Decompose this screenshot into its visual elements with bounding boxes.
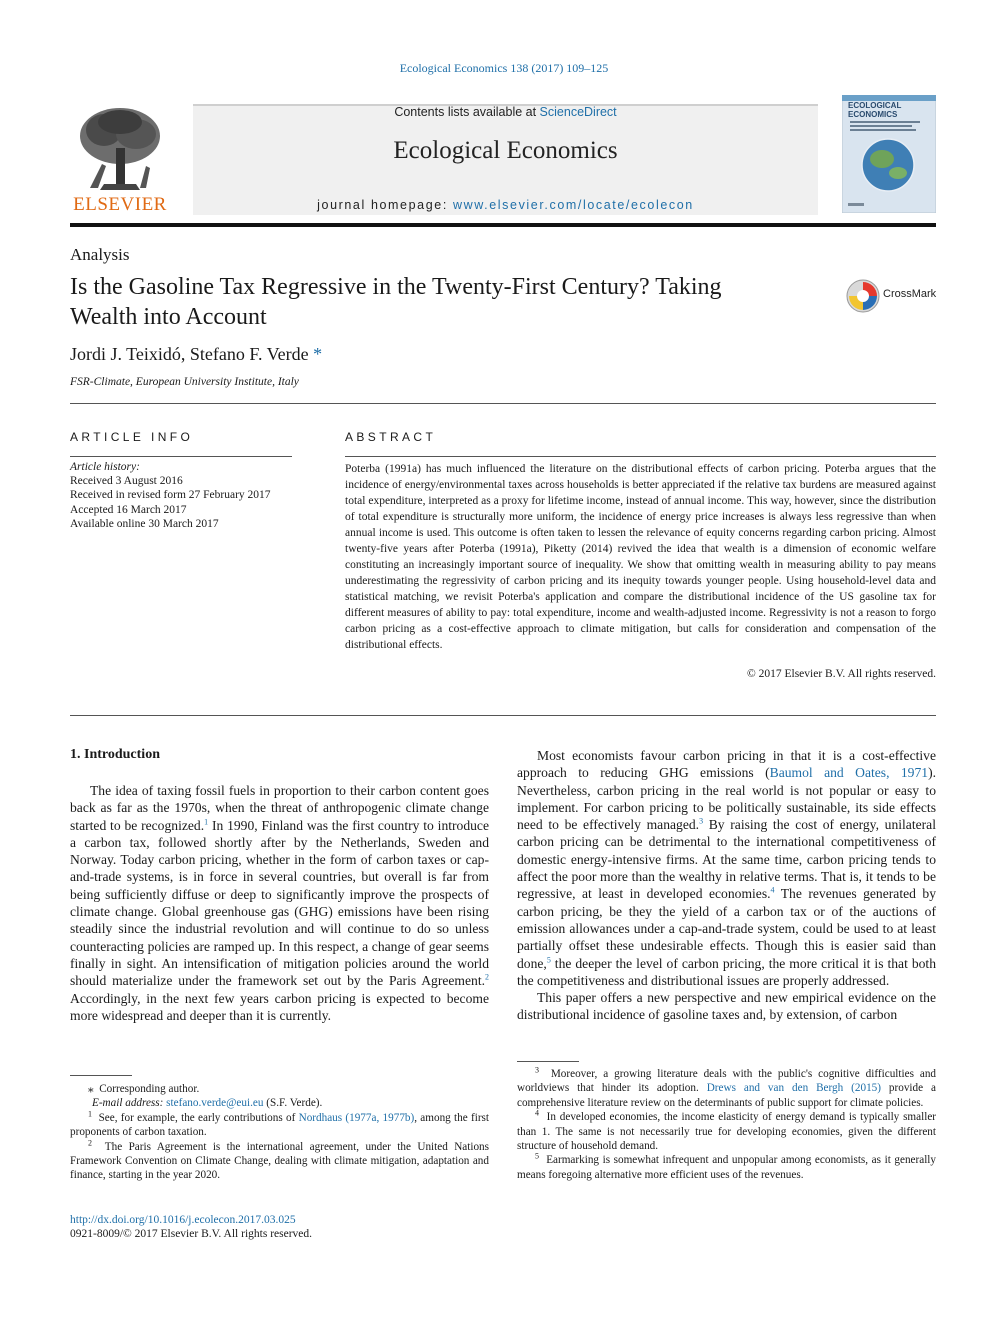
journal-homepage-line	[193, 198, 818, 212]
footnote-rule	[70, 1075, 132, 1076]
journal-homepage-link[interactable]: www.elsevier.com/locate/ecolecon	[452, 198, 694, 212]
body-column-right	[517, 747, 936, 1024]
history-label: Article history:	[70, 461, 140, 473]
footnote-1: $^1$ See, for example, the early contributions of Nordhaus (1977a, 1977b), among the first proponents of carbon taxation.	[70, 1109, 490, 1139]
footnote-email: E-mail address: stefano.verde@eui.eu (S.F. Verde).	[92, 1097, 323, 1110]
citation-link[interactable]: Drews and van den Bergh (2015)	[706, 1082, 881, 1095]
crossmark-label: CrossMark	[883, 288, 937, 300]
article-info-heading: ARTICLE INFO	[70, 430, 194, 444]
cover-title-line-2: ECONOMICS	[848, 110, 898, 119]
footnotes-right	[517, 1067, 936, 1182]
article-info-rule	[70, 456, 292, 457]
author-affiliation: FSR-Climate, European University Institute, Italy	[70, 376, 299, 388]
email-link[interactable]: stefano.verde@eui.eu	[166, 1097, 264, 1110]
paragraph: This paper offers a new perspective and new empirical evidence on the distributional incidence of gasoline taxes and, by extension, of carbon	[517, 990, 936, 1023]
paragraph: The idea of taxing fossil fuels in proportion to their carbon content goes back as far as the 1970s, when the threat of anthropogenic climate change started to be recognized.$^1$ In 1990, Finland was the first country to introduce a carbon tax, followed shortly after by the Netherlands, Sweden and Norway. Today carbon pricing, whether in the form of carbon taxes or cap-and-trade systems, is in force in several countries, but overall is far from being sufficiently diffuse or deep to significantly improve the prospects of climate change. Global greenhouse gas (GHG) emissions have been rising steadily since the industrial revolution and will continue to do so unless counteracting policies are ramped up. In this respect, a change of gear seems finally in sight. An intensification of mitigation policies around the world should materialize under the framework set out by the Paris Agreement.$^2$ Accordingly, in the next few years carbon pricing is expected to become more widespread and deeper than it is currently.	[70, 783, 489, 1023]
author-names: Jordi J. Teixidó, Stefano F. Verde	[70, 344, 309, 364]
journal-reference-link[interactable]: Ecological Economics 138 (2017) 109–125	[399, 61, 609, 75]
journal-cover-image[interactable]	[842, 95, 936, 213]
homepage-prefix: journal homepage:	[317, 198, 453, 212]
history-received: Received 3 August 2016	[70, 475, 183, 488]
issn-line: 0921-8009/© 2017 Elsevier B.V. All rights reserved.	[70, 1228, 313, 1240]
history-revised: Received in revised form 27 February 2017	[70, 489, 271, 502]
article-type: Analysis	[70, 245, 130, 264]
paragraph: Most economists favour carbon pricing in that it is a cost-effective approach to reducing GHG emissions (Baumol and Oates, 1971). Nevertheless, carbon pricing in the real world is not popular or easy to implement. For carbon pricing to be politically sustainable, its side effects need to be effectively managed.$^3$ By raising the cost of energy, unilateral carbon pricing can be detrimental to the international competitiveness of domestic energy-intensive firms. At the same time, carbon pricing tends to affect the poor more than the wealthy in relative terms. That is, it tends to be regressive, at least in developed economies.$^4$ The revenues generated by carbon pricing, be they the yield of a carbon tax or of the auctions of emission allowances under a cap-and-trade system, could be used to at least partially offset these undesirable effects. Though this is easier said than done,$^5$ the deeper the level of carbon pricing, the more critical it is that both the competitiveness and distributional issues are properly addressed.	[517, 748, 937, 988]
footnote-ref-2[interactable]: 2	[485, 972, 489, 982]
abstract-text: Poterba (1991a) has much influenced the literature on the distributional effects of carbon pricing. Poterba argues that the incidence of energy/environmental taxes across households is better appreciated if the relative tax burdens are measured against total expenditure, interpreted as a proxy for lifetime income, instead of annual income. This way, however, since the distribution of total expenditure is structurally more uniform, the incidence of energy price increases is always less regressive than when annual income is used. This outcome is often taken to lessen the relevance of equity concerns regarding carbon pricing. Almost twenty-five years after Poterba (1991a), Piketty (2014) revived the idea that wealth is a dimension of economic welfare constituting an increasingly important source of inequality. We show that omitting wealth in measuring ability to pay means underestimating the regressivity of carbon pricing and its inequity towards younger people. Using household-level data and statistical matching, we revisit Poterba's application and compare the distributional incidence of the US gasoline tax for different measures of ability to pay: total expenditure, income and wealth-adjusted income. Regressivity is not a reason to forgo carbon pricing as a cost-effective approach to climate mitigation, but calls for consideration and compensation of the distributional effects.	[345, 463, 936, 651]
front-matter-rule	[70, 403, 936, 404]
footnote-ref-4[interactable]: 4	[770, 885, 775, 895]
abstract-bottom-rule	[70, 715, 936, 716]
abstract-rule	[345, 456, 936, 457]
history-accepted: Accepted 16 March 2017	[70, 503, 187, 516]
sciencedirect-link[interactable]: ScienceDirect	[539, 105, 617, 119]
elsevier-wordmark: ELSEVIER	[73, 194, 167, 215]
section-heading-introduction: 1. Introduction	[70, 747, 160, 762]
cover-title-line-1: ECOLOGICAL	[848, 101, 902, 110]
author-list	[70, 344, 322, 365]
cover-title	[848, 101, 901, 119]
article-history	[70, 460, 310, 531]
footnote-ref-1[interactable]: 1	[204, 817, 209, 827]
citation-link[interactable]: Baumol and Oates, 1971	[769, 765, 929, 781]
doi-link[interactable]: http://dx.doi.org/10.1016/j.ecolecon.2017.03.025	[70, 1214, 296, 1226]
contents-prefix: Contents lists available at	[394, 105, 540, 119]
footnote-rule	[517, 1061, 579, 1062]
footnote-ref-5[interactable]: 5	[546, 955, 551, 965]
footnote-ref-3[interactable]: 3	[699, 816, 704, 826]
crossmark-badge[interactable]	[845, 278, 940, 314]
footnote-5: $^5$ Earmarking is somewhat infrequent and unpopular among economists, as it generally means foregoing alternative more efficient uses of the revenues.	[517, 1151, 937, 1181]
footnote-3: $^3$ Moreover, a growing literature deals with the public's cognitive difficulties and worldviews that hinder its adoption. Drews and van den Bergh (2015) provide a comprehensive literature review on the determinants of public support for climate policies.	[517, 1065, 937, 1109]
article-title: Is the Gasoline Tax Regressive in the Twenty-First Century? Taking Wealth into Account	[70, 274, 722, 330]
header-rule	[70, 223, 936, 227]
citation-link[interactable]: Nordhaus (1977a, 1977b)	[298, 1111, 415, 1124]
crossmark-icon	[845, 278, 881, 314]
footnote-4: $^4$ In developed economies, the income elasticity of energy demand is typically smaller than 1. The same is not necessarily true for developing economies, given the different structure of household demand.	[517, 1108, 937, 1153]
abstract-copyright: © 2017 Elsevier B.V. All rights reserved.	[747, 668, 936, 680]
footnote-2: $^2$ The Paris Agreement is the international agreement, under the United Nations Framework Convention on Climate Change, dealing with climate mitigation, adaptation and finance, starting in the year 2020.	[70, 1137, 490, 1182]
elsevier-logo	[70, 104, 170, 216]
corresponding-author-mark[interactable]: *	[308, 344, 323, 364]
journal-title: Ecological Economics	[393, 137, 618, 164]
abstract-heading: ABSTRACT	[345, 430, 437, 444]
contents-line	[193, 105, 818, 119]
footnote-corresponding: ⁎ Corresponding author.	[88, 1083, 200, 1095]
body-column-left	[70, 782, 489, 1024]
history-online: Available online 30 March 2017	[70, 517, 219, 530]
footnotes-left	[70, 1082, 489, 1183]
